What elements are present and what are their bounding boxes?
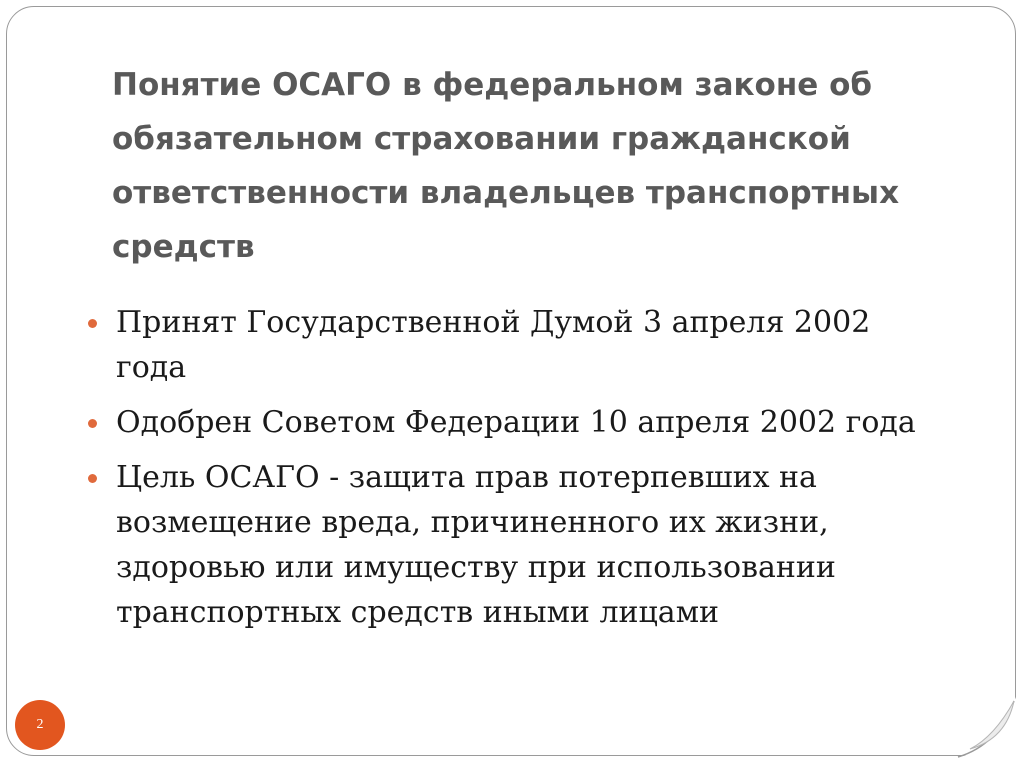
bullet-marker <box>88 419 97 428</box>
bullet-item-purpose <box>88 455 918 635</box>
slide-title: Понятие ОСАГО в федеральном законе об обязательном страховании гражданской ответственности владельцев транспортных средств <box>112 67 900 265</box>
bullet-text: Принят Государственной Думой 3 апреля 2002 года <box>116 305 871 385</box>
page-number-badge: 2 <box>15 700 65 750</box>
bullet-marker <box>88 319 97 328</box>
bullet-marker <box>88 474 97 483</box>
bullet-text: Одобрен Советом Федерации 10 апреля 2002 года <box>116 405 916 440</box>
bullet-text: Цель ОСАГО - защита прав потерпевших на возмещение вреда, причиненного их жизни, здоровью или имуществу при использовании транспортных средств иными лицами <box>116 460 836 630</box>
bullet-list <box>88 300 918 645</box>
page-curl-corner <box>936 679 1016 759</box>
bullet-item-approved <box>88 400 918 445</box>
bullet-item-adopted <box>88 300 918 390</box>
